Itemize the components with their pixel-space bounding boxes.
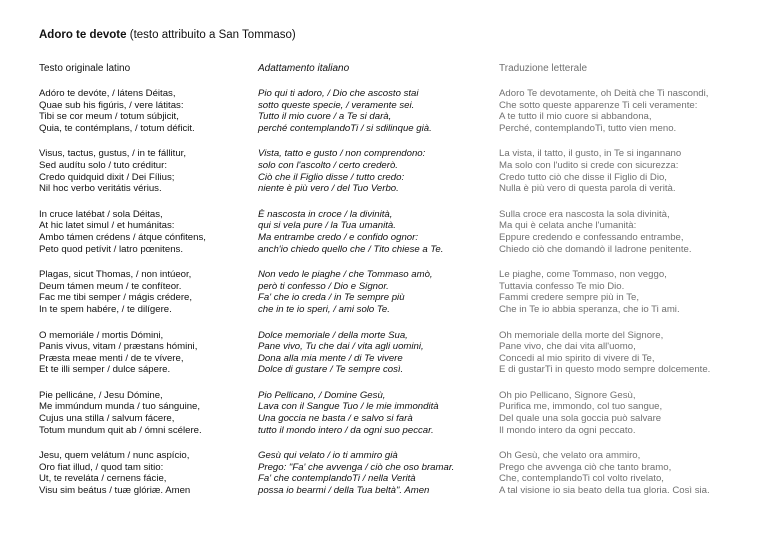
verse-line: tutto il mondo intero / da ogni suo peccar. <box>258 424 434 436</box>
verse-line: Fac me tibi semper / mágis crédere, <box>39 292 193 304</box>
verse-line: Et te illi semper / dulce sápere. <box>39 364 171 376</box>
column-heading: Testo originale latino <box>39 63 131 74</box>
verse-line: Fa' che io creda / in Te sempre più <box>258 292 405 304</box>
verse-line: In cruce latébat / sola Déitas, <box>39 208 163 220</box>
verse-line: Purifica me, immondo, col tuo sangue, <box>499 401 663 413</box>
verse-line: Non vedo le piaghe / che Tommaso amò, <box>258 269 433 281</box>
verse-line: Cujus una stilla / salvum fácere, <box>39 413 175 425</box>
stanza <box>258 330 508 376</box>
verse-line: Ciò che il Figlio disse / tutto credo: <box>258 171 405 183</box>
verse-line: Pie pellicáne, / Jesu Dómine, <box>39 389 163 401</box>
verse-line: Fammi credere sempre più in Te, <box>499 292 640 304</box>
stanza <box>499 269 761 315</box>
verse-line: Gesù qui velato / io ti ammiro già <box>258 450 398 462</box>
stanza <box>258 390 508 436</box>
verse-line: Totum mundum quit ab / ómni scélere. <box>39 424 202 436</box>
verse-line: Ambo támen crédens / átque cónfitens, <box>39 231 206 243</box>
stanza <box>39 209 289 255</box>
verse-line: solo con l'ascolto / certo crederò. <box>258 159 398 171</box>
column-italian <box>258 63 508 497</box>
verse-line: È nascosta in croce / la divinità, <box>258 208 393 220</box>
verse-line: Prego che avvenga ciò che tanto bramo, <box>499 461 672 473</box>
verse-line: anch'io chiedo quello che / Tito chiese a Te. <box>258 243 444 255</box>
verse-line: Visu sim beátus / tuæ glóriæ. Amen <box>39 485 191 497</box>
verse-line: Præsta meae menti / de te vívere, <box>39 352 184 364</box>
verse-line: qui si vela pure / la Tua umanità. <box>258 220 396 232</box>
verse-line: Oh memoriale della morte del Signore, <box>499 329 664 341</box>
verse-line: Vista, tatto e gusto / non comprendono: <box>258 148 426 160</box>
verse-line: Una goccia ne basta / e salvo si farà <box>258 413 413 425</box>
verse-line: In te spem habére, / te dilígere. <box>39 303 172 315</box>
verse-line: Pane vivo, che dai vita all'uomo, <box>499 341 636 353</box>
verse-line: Quia, te contémplans, / totum déficit. <box>39 122 195 134</box>
verse-line: Che, contemplandoTi col volto rivelato, <box>499 473 664 485</box>
stanza <box>39 450 289 496</box>
stanza <box>258 269 508 315</box>
verse-line: Del quale una sola goccia può salvare <box>499 413 662 425</box>
verse-line: Fa' che contemplandoTi / nella Verità <box>258 473 416 485</box>
stanza <box>39 390 289 436</box>
verse-line: Che sotto queste apparenze Ti celi veramente: <box>499 99 698 111</box>
verse-line: La vista, il tatto, il gusto, in Te si ingannano <box>499 148 682 160</box>
document-title <box>39 29 296 41</box>
verse-line: Oro fiat illud, / quod tam sitio: <box>39 461 164 473</box>
column-heading: Adattamento italiano <box>258 63 350 74</box>
verse-line: Credo tutto ciò che disse il Figlio di Dio, <box>499 171 667 183</box>
verse-line: At hic latet simul / et humánitas: <box>39 220 175 232</box>
column-latin <box>39 63 289 497</box>
verse-line: Prego: "Fa' che avvenga / ciò che oso bramar. <box>258 461 455 473</box>
title-main: Adoro te devote <box>39 29 127 41</box>
verse-line: Nulla è più vero di questa parola di verità. <box>499 183 676 195</box>
verse-line: E di gustarTi in questo modo sempre dolcemente. <box>499 364 711 376</box>
column-literal <box>499 63 761 497</box>
verse-line: Peto quod petívit / latro pœnitens. <box>39 243 183 255</box>
verse-line: A tal visione io sia beato della tua gloria. Così sia. <box>499 485 710 497</box>
verse-line: Perché, contemplandoTi, tutto vien meno. <box>499 122 677 134</box>
verse-line: Oh Gesù, che velato ora ammiro, <box>499 450 641 462</box>
verse-line: Dona alla mia mente / di Te vivere <box>258 352 403 364</box>
verse-line: Visus, tactus, gustus, / in te fállitur, <box>39 148 186 160</box>
verse-line: però ti confesso / Dio e Signor. <box>258 280 389 292</box>
verse-line: Pio qui ti adoro, / Dio che ascosto stai <box>258 88 419 99</box>
stanza <box>499 450 761 496</box>
verse-line: Dolce di gustare / Te sempre così. <box>258 364 404 376</box>
verse-line: O memoriále / mortis Dómini, <box>39 329 164 341</box>
stanza <box>258 209 508 255</box>
stanza <box>258 148 508 194</box>
title-subtitle: (testo attribuito a San Tommaso) <box>129 29 296 41</box>
verse-line: Dolce memoriale / della morte Sua, <box>258 329 408 341</box>
stanza <box>499 148 761 194</box>
verse-line: Tuttavia confesso Te mio Dio. <box>499 280 625 292</box>
stanza <box>258 450 508 496</box>
stanza <box>39 148 289 194</box>
verse-line: Ma qui è celata anche l'umanità: <box>499 220 637 232</box>
stanza <box>499 330 761 376</box>
stanza <box>39 88 289 134</box>
stanza <box>499 209 761 255</box>
verse-line: Ut, te reveláta / cernens fácie, <box>39 473 167 485</box>
verse-line: Sulla croce era nascosta la sola divinità, <box>499 208 670 220</box>
verse-line: Oh pio Pellicano, Signore Gesù, <box>499 389 636 401</box>
verse-line: Nil hoc verbo veritátis vérius. <box>39 183 162 195</box>
verse-line: Adóro te devóte, / látens Déitas, <box>39 88 176 99</box>
verse-line: Eppure credendo e confessando entrambe, <box>499 231 684 243</box>
verse-line: Lava con il Sangue Tuo / le mie immondità <box>258 401 439 413</box>
verse-line: Panis vivus, vitam / præstans hómini, <box>39 341 198 353</box>
column-heading: Traduzione letterale <box>499 63 588 74</box>
stanza <box>39 330 289 376</box>
verse-line: Che in Te io abbia speranza, che io Ti ami. <box>499 303 680 315</box>
verse-line: che in te io speri, / ami solo Te. <box>258 303 390 315</box>
verse-line: sotto queste specie, / veramente sei. <box>258 99 415 111</box>
verse-line: Me immúndum munda / tuo sánguine, <box>39 401 201 413</box>
verse-line: Ma entrambe credo / e confido ognor: <box>258 231 418 243</box>
verse-line: perché contemplandoTi / si sdilinque già. <box>258 122 432 134</box>
verse-line: Le piaghe, come Tommaso, non veggo, <box>499 269 667 281</box>
stanza <box>258 88 508 134</box>
verse-line: Deum támen meum / te confíteor. <box>39 280 182 292</box>
verse-line: possa io bearmi / della Tua beltà". Amen <box>258 485 430 497</box>
verse-line: Tibi se cor meum / totum súbjicit, <box>39 111 179 123</box>
verse-line: Sed audítu solo / tuto créditur: <box>39 159 167 171</box>
stanza <box>499 88 761 134</box>
verse-line: niente è più vero / del Tuo Verbo. <box>258 183 399 195</box>
stanza <box>499 390 761 436</box>
verse-line: Tutto il mio cuore / a Te si darà, <box>258 111 392 123</box>
verse-line: Jesu, quem velátum / nunc aspício, <box>39 450 190 462</box>
verse-line: A te tutto il mio cuore si abbandona, <box>499 111 652 123</box>
verse-line: Pane vivo, Tu che dai / vita agli uomini, <box>258 341 424 353</box>
verse-line: Concedi al mio spirito di vivere di Te, <box>499 352 655 364</box>
verse-line: Ma solo con l'udito si crede con sicurezza: <box>499 159 679 171</box>
verse-line: Adoro Te devotamente, oh Deità che Ti nascondi, <box>499 88 709 99</box>
stanza <box>39 269 289 315</box>
verse-line: Plagas, sicut Thomas, / non intúeor, <box>39 269 192 281</box>
verse-line: Credo quidquid dixit / Dei Fílius; <box>39 171 175 183</box>
verse-line: Chiedo ciò che domandò il ladrone penitente. <box>499 243 692 255</box>
verse-line: Il mondo intero da ogni peccato. <box>499 424 636 436</box>
verse-line: Pio Pellicano, / Domine Gesù, <box>258 389 386 401</box>
verse-line: Quae sub his figúris, / vere látitas: <box>39 99 184 111</box>
